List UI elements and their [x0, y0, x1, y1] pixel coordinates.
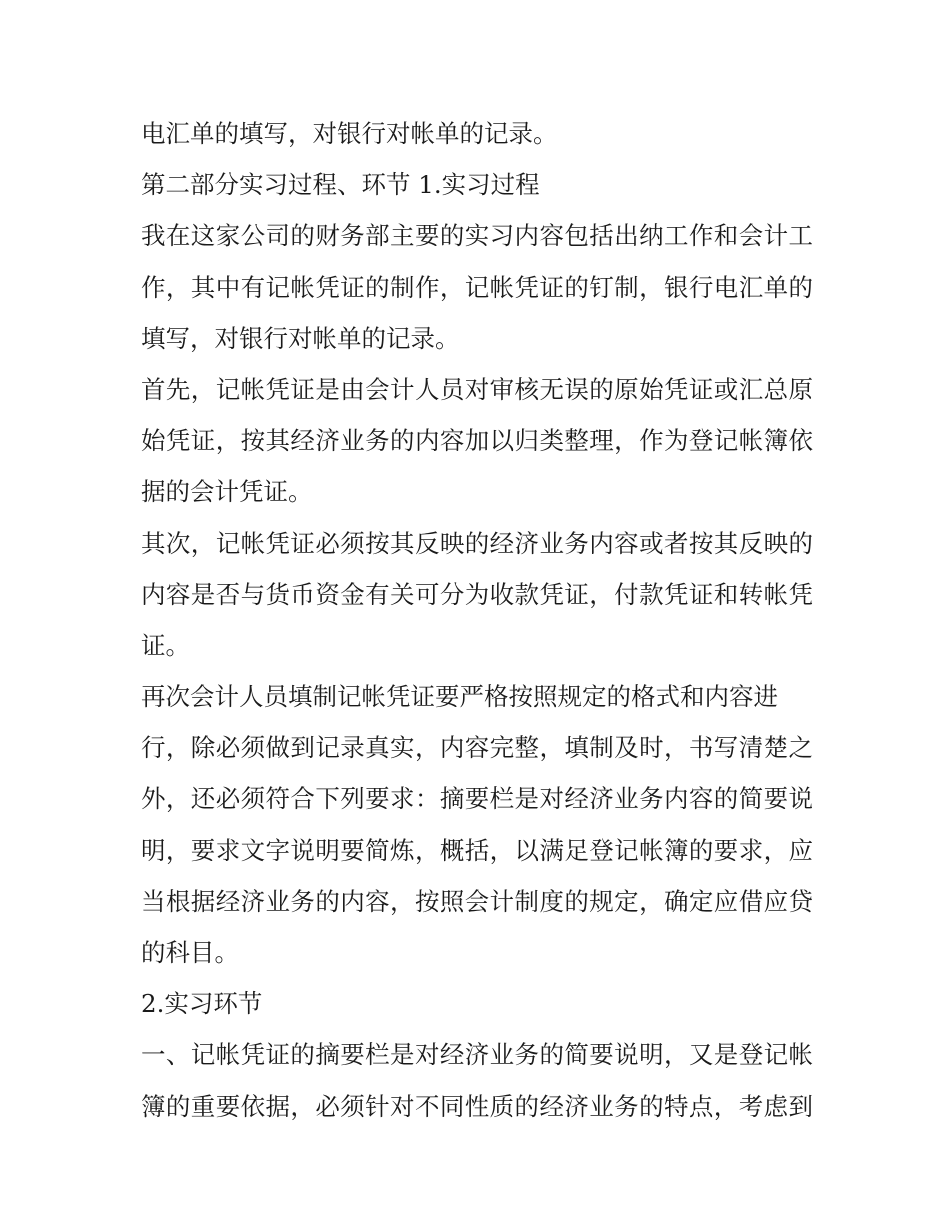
- text-line: 2.实习环节: [141, 989, 263, 1019]
- text-line: 我在这家公司的财务部主要的实习内容包括出纳工作和会计工: [141, 221, 813, 251]
- text-line: 证。: [141, 630, 190, 660]
- text-line: 首先，记帐凭证是由会计人员对审核无误的原始凭证或汇总原: [141, 374, 813, 404]
- text-line: 簿的重要依据，必须针对不同性质的经济业务的特点，考虑到: [141, 1091, 813, 1121]
- text-line: 第二部分实习过程、环节 1.实习过程: [141, 170, 540, 200]
- text-line: 作，其中有记帐凭证的制作，记帐凭证的钉制，银行电汇单的: [141, 272, 813, 302]
- text-line: 据的会计凭证。: [141, 477, 313, 507]
- text-line: 的科目。: [141, 938, 239, 967]
- text-line: 其次，记帐凭证必须按其反映的经济业务内容或者按其反映的: [141, 528, 813, 558]
- text-line: 一、记帐凭证的摘要栏是对经济业务的简要说明，又是登记帐: [141, 1040, 813, 1070]
- text-line: 填写，对银行对帐单的记录。: [141, 323, 460, 353]
- text-line: 电汇单的填写，对银行对帐单的记录。: [141, 119, 558, 148]
- document-body: [141, 108, 813, 1132]
- text-line: 始凭证，按其经济业务的内容加以归类整理，作为登记帐簿依: [141, 426, 813, 456]
- text-line: 内容是否与货币资金有关可分为收款凭证，付款凭证和转帐凭: [141, 579, 813, 609]
- text-line: 外，还必须符合下列要求：摘要栏是对经济业务内容的简要说: [141, 784, 813, 814]
- text-line: 再次会计人员填制记帐凭证要严格按照规定的格式和内容进: [141, 682, 778, 712]
- text-line: 行，除必须做到记录真实，内容完整，填制及时，书写清楚之: [141, 733, 813, 763]
- text-line: 明，要求文字说明要简炼，概括，以满足登记帐簿的要求，应: [141, 835, 813, 865]
- text-line: 当根据经济业务的内容，按照会计制度的规定，确定应借应贷: [141, 886, 813, 916]
